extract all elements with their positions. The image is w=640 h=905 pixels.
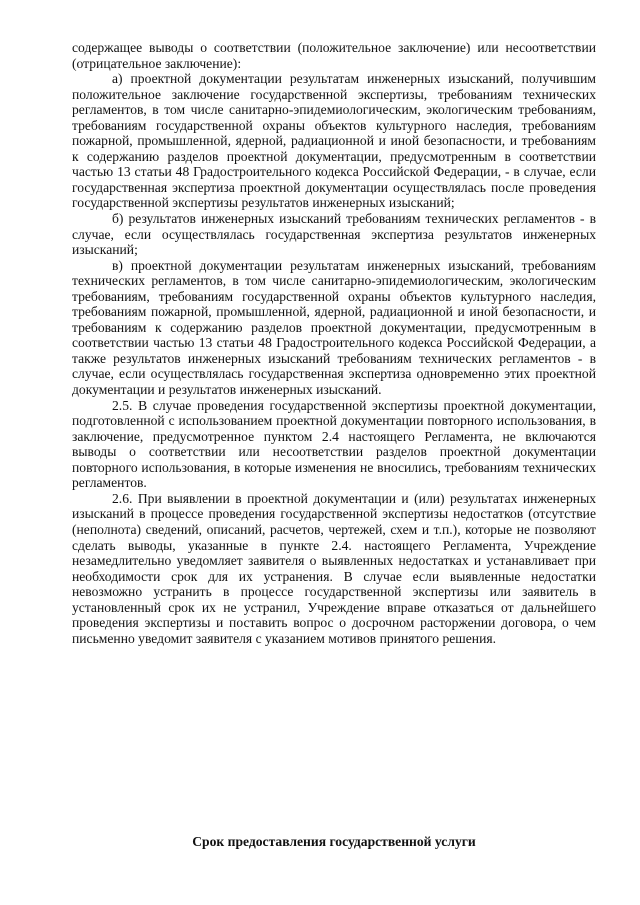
paragraph-2-6: 2.6. При выявлении в проектной документации и (или) результатах инженерных изысканий в процессе проведения государственной экспертизы недостатков (отсутствие (неполнота) сведений, описаний, расчетов, чертежей, схем и т.п.), которые не позволяют сделать выводы, указанные в пункте 2.4. настоящего Регламента, Учреждение незамедлительно уведомляет заявителя о выявленных недостатках и устанавливает при необходимости срок для их устранения. В случае если выявленные недостатки невозможно устранить в процессе государственной экспертизы или заявитель в установленный срок их не устранил, Учреждение вправе отказаться от дальнейшего проведения экспертизы и поставить вопрос о досрочном расторжении договора, о чем письменно уведомит заявителя с указанием мотивов принятого решения. [72,490,596,646]
paragraph-2-5: 2.5. В случае проведения государственной экспертизы проектной документации, подготовленной с использованием проектной документации повторного использования, в заключение, предусмотренное пунктом 2.4 настоящего Регламента, не включаются выводы о соответствии или несоответствии разделов проектной документации повторного использования, в которые изменения не вносились, требованиям технических регламентов. [72,397,596,491]
paragraph-item-v: в) проектной документации результатам инженерных изысканий, требованиям технических регламентов, в том числе санитарно-эпидемиологическим, экологическим требованиям, требованиям государственной охраны объектов культурного наследия, требованиям пожарной, промышленной, ядерной, радиационной и иной безопасности, и требованиям к содержанию разделов проектной документации, предусмотренным в соответствии частью 13 статьи 48 Градостроительного кодекса Российской Федерации, а также результатов инженерных изысканий требованиям технических регламентов - в случае, если осуществлялась государственная экспертиза одновременно этих проектной документации и результатов инженерных изысканий. [72,257,596,398]
paragraph-intro: содержащее выводы о соответствии (положительное заключение) или несоответствии (отрицательное заключение): [72,40,596,71]
paragraph-item-b: б) результатов инженерных изысканий требованиям технических регламентов - в случае, если осуществлялась государственная экспертиза результатов инженерных изысканий; [72,211,596,258]
section-heading: Срок предоставления государственной услуги [192,834,476,849]
paragraph-item-a: а) проектной документации результатам инженерных изысканий, получившим положительное заключение государственной экспертизы, требованиям технических регламентов, в том числе санитарно-эпидемиологическим, экологическим требованиям, требованиям государственной охраны объектов культурного наследия, требованиям пожарной, промышленной, ядерной, радиационной и иной безопасности, и требованиям к содержанию разделов проектной документации, предусмотренным в соответствии частью 13 статьи 48 Градостроительного кодекса Российской Федерации, - в случае, если государственная экспертиза проектной документации осуществлялась после проведения государственной экспертизы результатов инженерных изысканий; [72,71,596,211]
document-page [72,40,596,849]
